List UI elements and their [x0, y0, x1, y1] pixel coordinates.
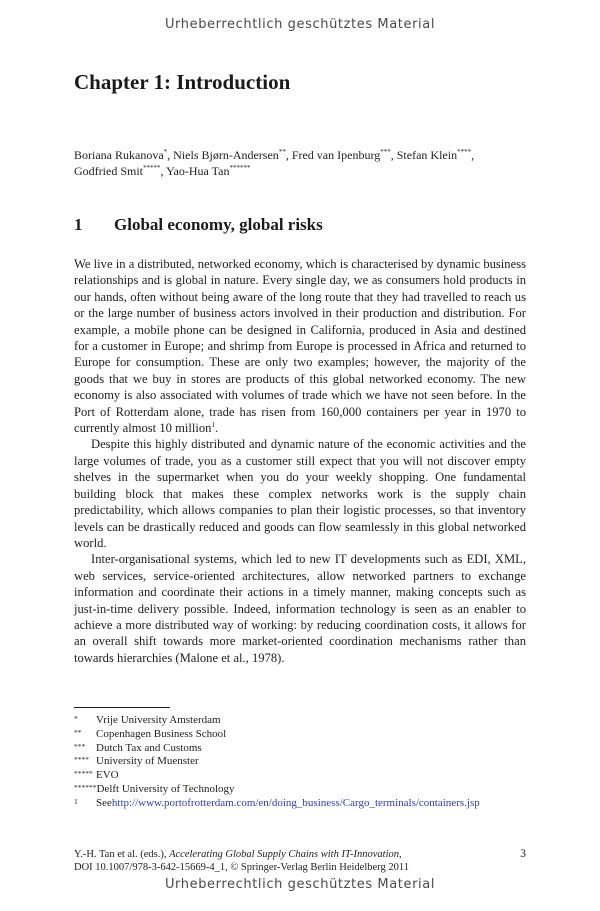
- page-number: 3: [520, 848, 526, 860]
- footer-punct: ,: [399, 849, 402, 860]
- doi-line: DOI 10.1007/978-3-642-15669-4_1, © Springer-Verlag Berlin Heidelberg 2011: [74, 862, 409, 873]
- page-footer: [74, 848, 526, 874]
- author-separator: ,: [160, 164, 167, 178]
- author-separator: ,: [390, 148, 397, 162]
- footnote-text: Vrije University Amsterdam: [96, 714, 221, 726]
- footnote-text: Copenhagen Business School: [96, 727, 227, 740]
- citation-line: [74, 848, 526, 861]
- footnote-mark: **: [74, 727, 82, 737]
- chapter-title: Chapter 1: Introduction: [74, 70, 291, 94]
- body-text: [74, 256, 526, 666]
- footnote: [74, 714, 534, 728]
- author-affiliation-mark[interactable]: *****: [143, 164, 161, 172]
- paragraph-text: We live in a distributed, networked economy, which is characterised by dynamic business relationships and is global in nature. Every single day, we as consumers hold products in our hands, often without being aware of the long route that they had travelled to reach us or the large number of business actors involved in their production and distribution. For example, a mobile phone can be designed in California, produced in Asia and destined for a customer in Europe; and shrimp from Europe is processed in Africa and returned to Europe for consumption. These are only two examples; however, the majority of the goods that we buy in stores are products of this global networked economy. The new economy is also associated with volumes of trade which we have not seen before. In the Port of Rotterdam alone, trade has risen from 160,000 containers per year in 1970 to currently almost 10 million: [74, 257, 526, 436]
- author-separator: ,: [285, 148, 292, 162]
- author-affiliation-mark[interactable]: ****: [457, 148, 472, 156]
- author-name: Godfried Smit: [74, 164, 143, 178]
- footnote-link[interactable]: http://www.portofrotterdam.com/en/doing_business/Cargo_terminals/containers.jsp: [111, 796, 480, 809]
- footnote-mark: ***: [74, 741, 86, 751]
- footnote: [74, 742, 534, 756]
- footnote-mark: *: [74, 714, 78, 723]
- watermark-top: Urheberrechtlich geschütztes Material: [164, 17, 436, 32]
- section-title: Global economy, global risks: [114, 215, 323, 234]
- paragraph: Despite this highly distributed and dynamic nature of the economic activities and the large volumes of trade, you as a customer still expect that you will not discover empty shelves in the supermarket when you do your weekly shopping. One fundamental building block that makes these complex networks work is the supply chain predictability, which allows companies to plan their logistic processes, so that inventory levels can be drastically reduced and goods can flow seamlessly in this global networked world.: [74, 437, 526, 550]
- footnote-text: Delft University of Technology: [96, 782, 235, 795]
- paragraph-tail: .: [214, 421, 219, 436]
- author-name: Boriana Rukanova: [74, 148, 164, 162]
- footnote: [74, 728, 534, 742]
- footnote-mark: ****: [74, 755, 89, 765]
- paragraph: [74, 256, 526, 436]
- author-name: Niels Bjørn-Andersen: [173, 148, 279, 162]
- footnotes: [74, 714, 534, 811]
- author-affiliation-mark[interactable]: *: [163, 148, 168, 156]
- footnote: [74, 797, 534, 811]
- footnote-text: EVO: [96, 769, 119, 782]
- section-number: 1: [74, 215, 83, 234]
- watermark-bottom: Urheberrechtlich geschütztes Material: [164, 877, 436, 892]
- author-name: Yao-Hua Tan: [166, 164, 230, 178]
- footnote-mark: *****: [74, 769, 93, 779]
- footnote-mark: ******: [74, 782, 97, 792]
- footnote: [74, 769, 534, 783]
- footer-editors: Y.-H. Tan et al. (eds.),: [74, 849, 170, 860]
- author-name: Stefan Klein: [396, 148, 458, 162]
- author-affiliation-mark[interactable]: ***: [380, 148, 391, 156]
- footnote-text: University of Muenster: [96, 755, 199, 768]
- footnote-text: Dutch Tax and Customs: [96, 741, 202, 754]
- footnote-reference[interactable]: 1: [211, 421, 215, 430]
- paragraph: Inter-organisational systems, which led to new IT developments such as EDI, XML, web services, service-oriented architectures, allow networked partners to exchange information and coordinate their actions in a timely manner, making concepts such as just-in-time delivery possible. Indeed, information technology is seen as an enabler to achieve a more distributed way of working: by reducing coordination costs, it allows for an overall shift towards more market-oriented coordination mechanisms rather than towards hierarchies (Malone et al., 1978).: [74, 552, 526, 665]
- footnote-divider: [74, 707, 170, 708]
- author-list: [74, 147, 526, 179]
- author-affiliation-mark[interactable]: **: [278, 148, 286, 156]
- book-title: Accelerating Global Supply Chains with IT-Innovation: [169, 849, 400, 860]
- footnote-text: See: [96, 796, 112, 809]
- footnote: [74, 783, 534, 797]
- author-separator: ,: [471, 148, 475, 162]
- author-name: Fred van Ipenburg: [291, 148, 381, 162]
- author-separator: ,: [167, 148, 174, 162]
- footnote-mark: 1: [74, 796, 78, 806]
- footnote: [74, 755, 534, 769]
- section-heading: [74, 215, 323, 235]
- author-affiliation-mark[interactable]: ******: [229, 164, 251, 172]
